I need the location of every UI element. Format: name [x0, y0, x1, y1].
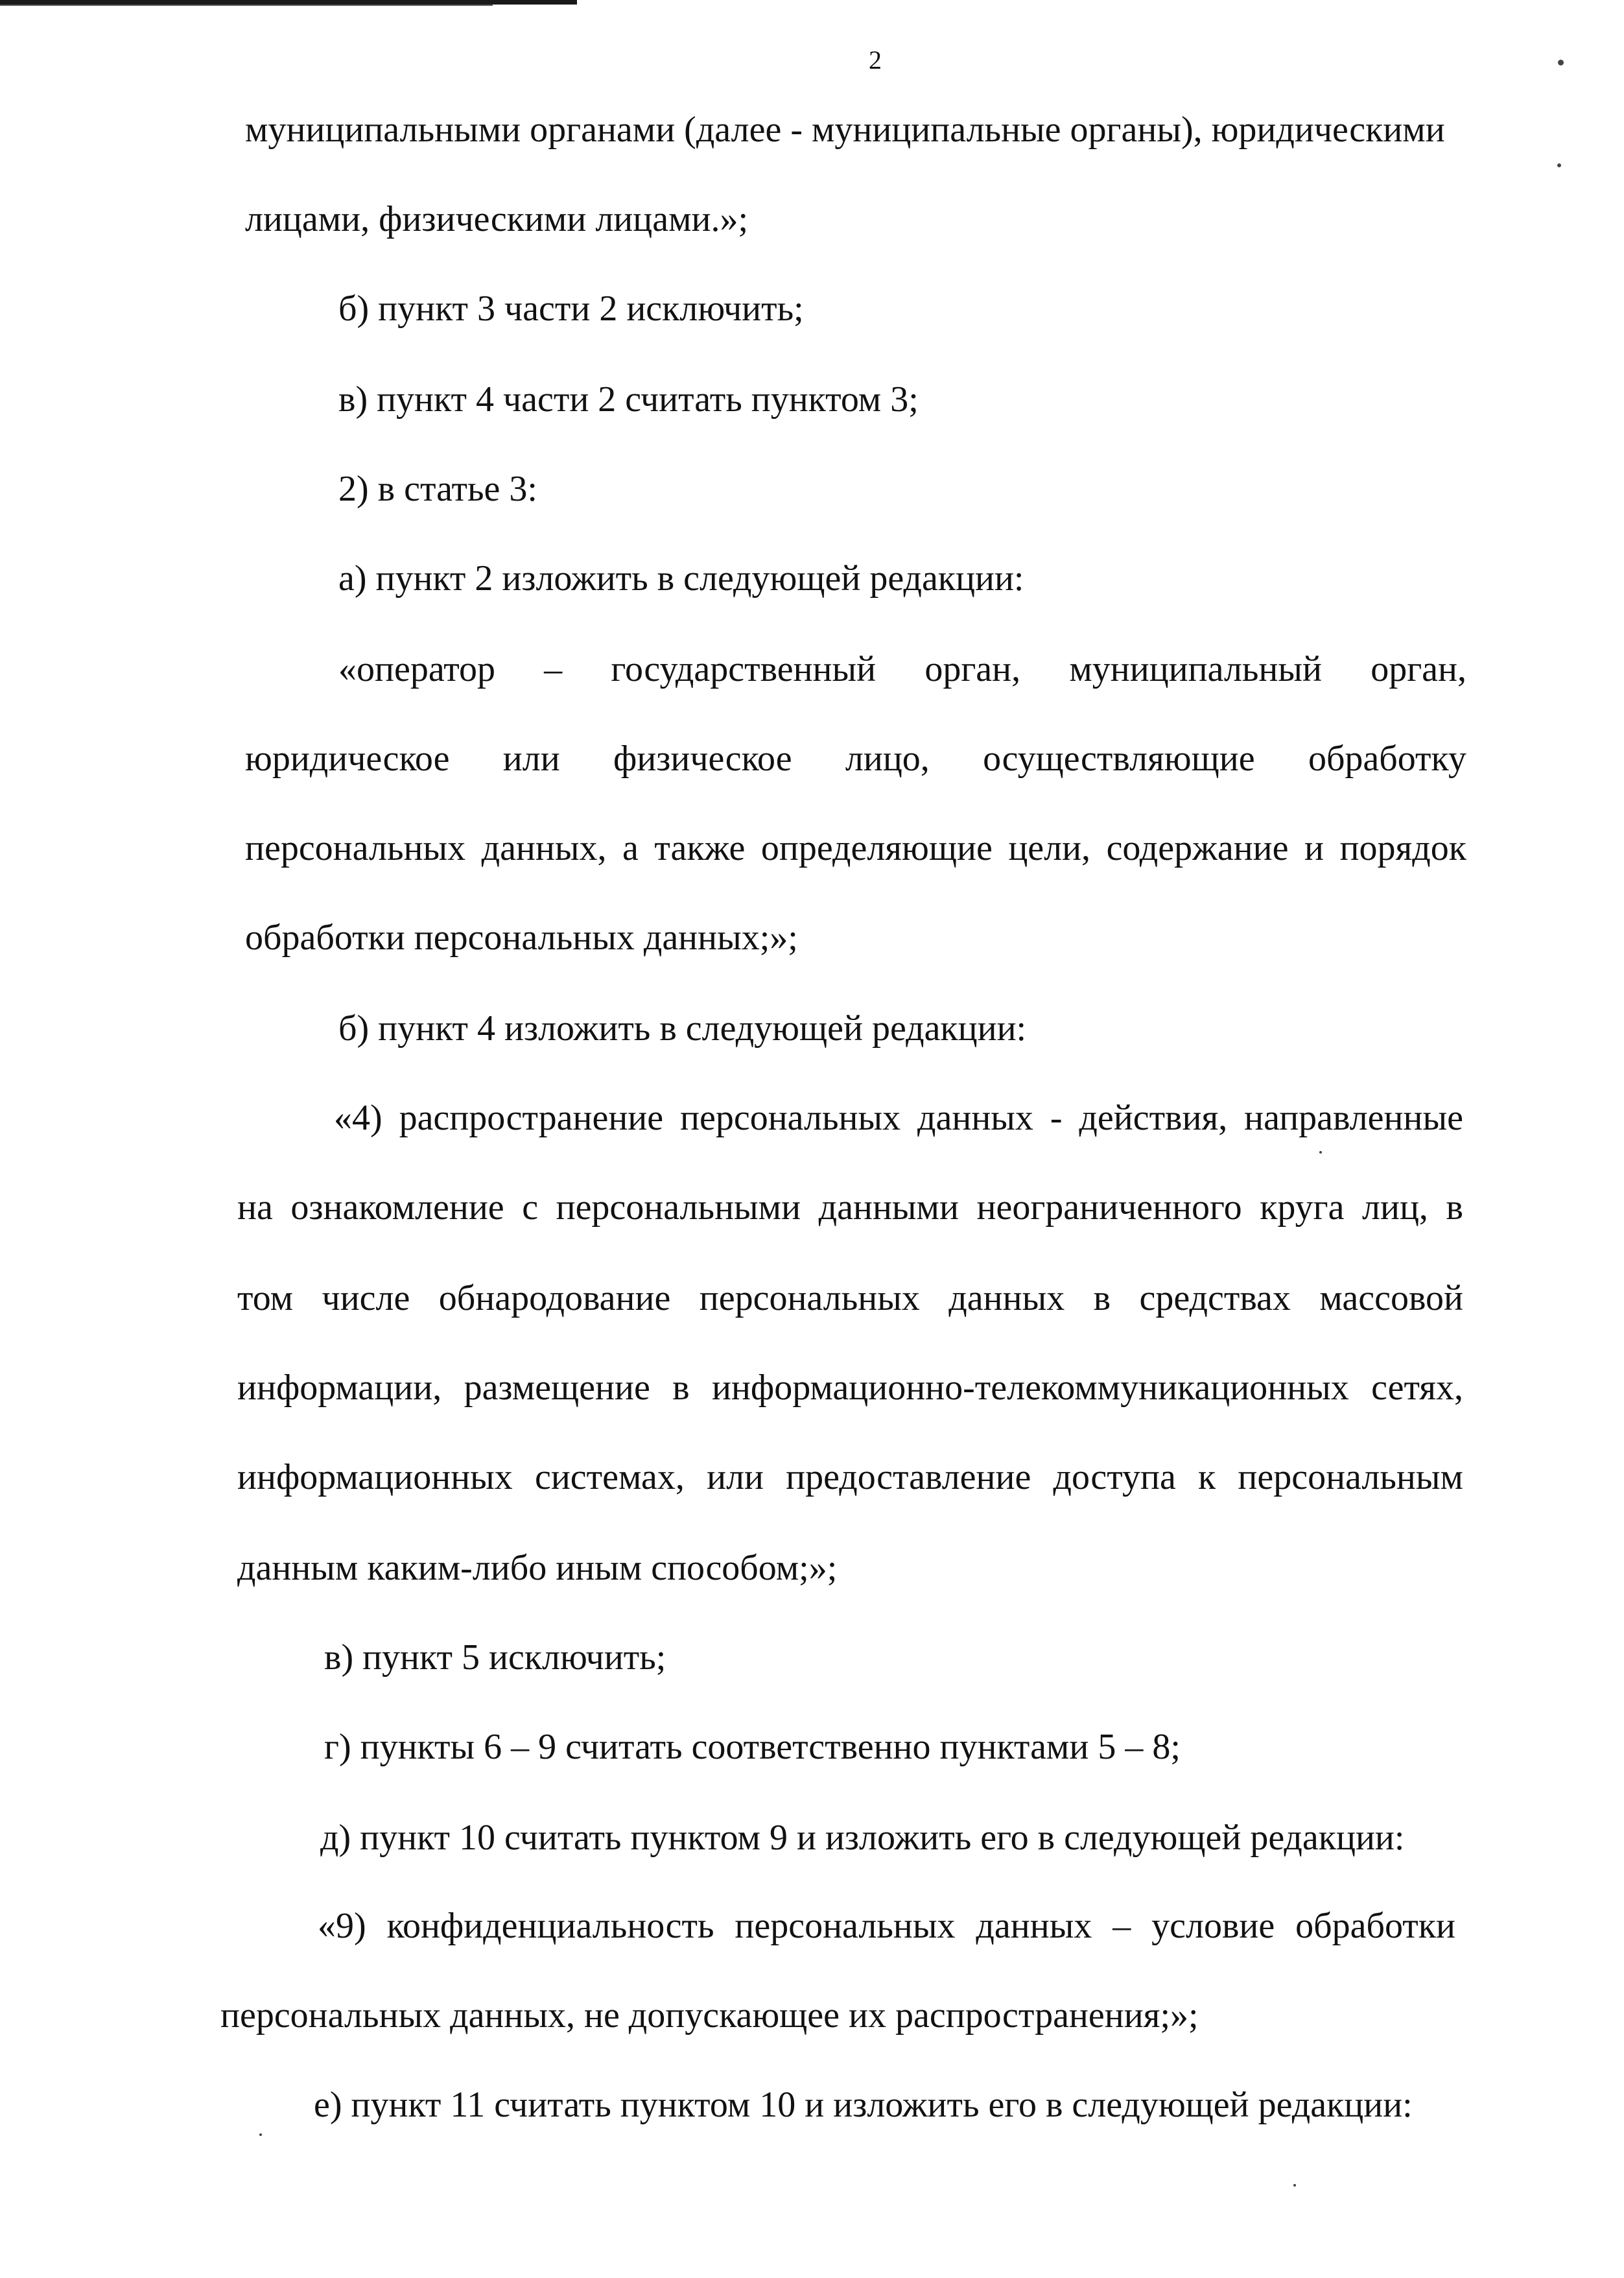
- word: данных: [976, 1906, 1092, 1946]
- word: числе: [322, 1278, 410, 1318]
- text-line-content: муниципальными органами (далее - муниципальные органы), юридическими: [245, 110, 1445, 150]
- list-item: д) пункт 10 считать пунктом 9 и изложить его в следующей редакции:: [320, 1818, 1405, 1858]
- word: распространение: [399, 1098, 664, 1138]
- word: данных,: [481, 828, 607, 868]
- scan-edge-mark-thin: [0, 5, 493, 6]
- definition-line: [237, 1362, 1463, 1414]
- word: определяющие: [760, 828, 993, 868]
- word: средствах: [1139, 1278, 1291, 1318]
- word: лицо,: [845, 739, 930, 779]
- word: -: [1050, 1098, 1063, 1138]
- word: информационно-телекоммуникационных: [711, 1368, 1349, 1408]
- definition-line: данным каким-либо иным способом;»;: [237, 1548, 838, 1588]
- word: порядок: [1339, 828, 1466, 868]
- word: направленные: [1244, 1098, 1463, 1138]
- word: –: [1112, 1906, 1131, 1946]
- word: персональных: [699, 1278, 920, 1318]
- word: или: [502, 739, 560, 779]
- definition-line: [245, 822, 1466, 874]
- scan-speck: [1557, 163, 1561, 167]
- word: персональным: [1238, 1457, 1463, 1497]
- list-item: г) пункты 6 – 9 считать соответственно пунктами 5 – 8;: [324, 1727, 1181, 1767]
- list-item: в) пункт 5 исключить;: [324, 1637, 666, 1678]
- word: обнародование: [438, 1278, 671, 1318]
- word: юридическое: [245, 739, 450, 779]
- word: персональными: [556, 1187, 801, 1228]
- word: данных: [948, 1278, 1065, 1318]
- definition-line: [338, 643, 1466, 695]
- definition-line: [245, 733, 1466, 785]
- word: доступа: [1053, 1457, 1176, 1497]
- word: условие: [1151, 1906, 1275, 1946]
- word: системах,: [534, 1457, 685, 1497]
- word: в: [1093, 1278, 1111, 1318]
- definition-line: персональных данных, не допускающее их распространения;»;: [220, 1995, 1199, 2035]
- page-number: 2: [869, 45, 882, 75]
- word: данных: [917, 1098, 1033, 1138]
- word: орган,: [1371, 649, 1466, 689]
- word: том: [237, 1278, 294, 1318]
- scan-speck: [259, 2133, 262, 2136]
- scan-edge-mark: [0, 0, 577, 5]
- word: «9): [318, 1906, 366, 1946]
- word: «4): [334, 1098, 382, 1138]
- text-line: [245, 104, 1470, 156]
- word: с: [522, 1187, 539, 1228]
- definition-line: [237, 1181, 1463, 1233]
- word: конфиденциальность: [386, 1906, 714, 1946]
- word: персональных: [735, 1906, 956, 1946]
- word: орган,: [924, 649, 1021, 689]
- word: обработку: [1308, 739, 1466, 779]
- word: а: [622, 828, 639, 868]
- word: в: [672, 1368, 690, 1408]
- word: информации,: [237, 1368, 442, 1408]
- definition-line: [334, 1092, 1463, 1144]
- definition-line: [237, 1272, 1463, 1324]
- word: осуществляющие: [983, 739, 1255, 779]
- scan-speck: [1558, 60, 1564, 65]
- list-item: б) пункт 4 изложить в следующей редакции:: [338, 1008, 1027, 1049]
- word: муниципальный: [1069, 649, 1322, 689]
- text-line: лицами, физическими лицами.»;: [245, 199, 749, 239]
- word: на: [237, 1187, 273, 1228]
- word: данными: [818, 1187, 959, 1228]
- word: также: [654, 828, 746, 868]
- word: государственный: [611, 649, 877, 689]
- word: действия,: [1079, 1098, 1228, 1138]
- word: –: [544, 649, 563, 689]
- list-item: а) пункт 2 изложить в следующей редакции:: [338, 558, 1024, 599]
- scan-speck: [1319, 1151, 1322, 1154]
- word: сетях,: [1371, 1368, 1463, 1408]
- word: предоставление: [786, 1457, 1031, 1497]
- word: обработки: [1295, 1906, 1455, 1946]
- word: массовой: [1319, 1278, 1463, 1318]
- list-item: б) пункт 3 части 2 исключить;: [338, 289, 804, 329]
- scan-speck: [1293, 2184, 1296, 2187]
- word: персональных: [245, 828, 466, 868]
- word: физическое: [613, 739, 792, 779]
- word: цели,: [1008, 828, 1091, 868]
- word: или: [707, 1457, 764, 1497]
- word: персональных: [680, 1098, 901, 1138]
- definition-line: [237, 1451, 1463, 1503]
- definition-line: обработки персональных данных;»;: [245, 918, 798, 958]
- word: содержание: [1106, 828, 1289, 868]
- word: к: [1198, 1457, 1216, 1497]
- word: в: [1446, 1187, 1463, 1228]
- list-item: 2) в статье 3:: [338, 469, 537, 509]
- word: лиц,: [1362, 1187, 1428, 1228]
- word: информационных: [237, 1457, 513, 1497]
- list-item: в) пункт 4 части 2 считать пунктом 3;: [338, 379, 919, 420]
- word: и: [1304, 828, 1324, 868]
- word: размещение: [464, 1368, 650, 1408]
- word: неограниченного: [976, 1187, 1242, 1228]
- word: «оператор: [338, 649, 495, 689]
- list-item: е) пункт 11 считать пунктом 10 и изложить его в следующей редакции:: [314, 2085, 1413, 2125]
- definition-line: [318, 1900, 1455, 1952]
- word: ознакомление: [290, 1187, 504, 1228]
- word: круга: [1260, 1187, 1345, 1228]
